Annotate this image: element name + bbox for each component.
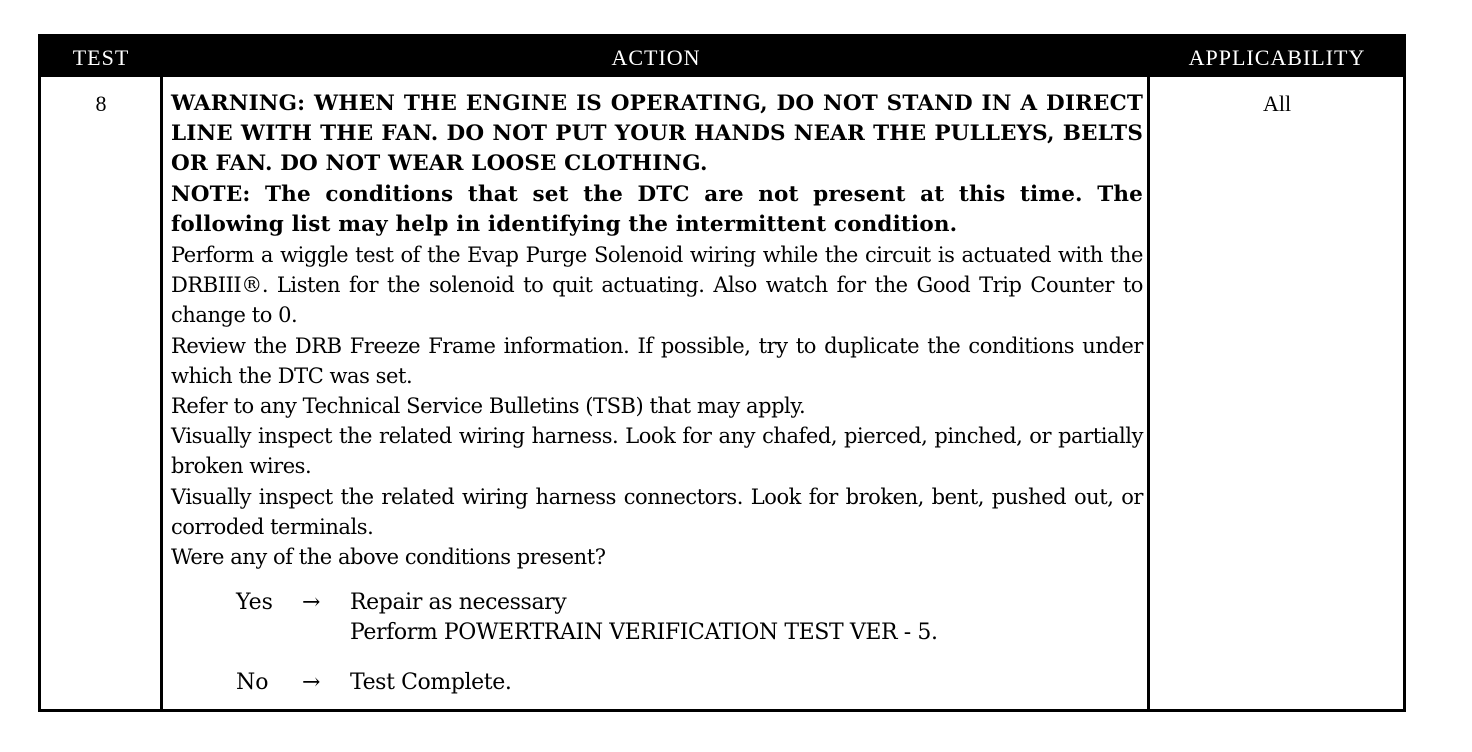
- applicability-value: All: [1262, 91, 1292, 116]
- answer-label-yes: Yes: [236, 590, 273, 615]
- right-arrow-icon: →: [302, 670, 321, 695]
- test-number: 8: [95, 91, 107, 116]
- warning-text: WARNING: WHEN THE ENGINE IS OPERATING, DO NOT STAND IN A DIRECT LINE WITH THE FAN. DO NOT PUT YOUR HANDS NEAR THE PULLEYS, BELTS OR FAN. DO NOT WEAR LOOSE CLOTHING.: [171, 91, 1143, 177]
- step-text: Refer to any Technical Service Bulletins (TSB) that may apply.: [171, 394, 806, 419]
- header-test: TEST: [72, 45, 130, 70]
- table-header: [41, 37, 1403, 77]
- answer-result-line: Perform POWERTRAIN VERIFICATION TEST VER - 5.: [350, 620, 938, 645]
- answer-result-no: [350, 668, 511, 698]
- note-text: NOTE: The conditions that set the DTC are not present at this time. The following list may help in identifying the intermittent condition.: [171, 181, 1143, 237]
- right-arrow-icon: →: [302, 590, 321, 615]
- answer-result-line: Test Complete.: [350, 670, 512, 695]
- answer-result-line: Repair as necessary: [350, 590, 567, 615]
- header-action: ACTION: [611, 45, 701, 70]
- step-text: Visually inspect the related wiring harness. Look for any chafed, pierced, pinched, or partially broken wires.: [171, 424, 1143, 479]
- step-text: Visually inspect the related wiring harness connectors. Look for broken, bent, pushed out, or corroded terminals.: [171, 484, 1143, 539]
- answer-label-no: No: [236, 670, 269, 695]
- header-applicability: APPLICABILITY: [1188, 45, 1366, 70]
- step-text: Review the DRB Freeze Frame information. If possible, try to duplicate the conditions under which the DTC was set.: [171, 333, 1143, 388]
- question-text: Were any of the above conditions present?: [171, 545, 606, 570]
- action-cell: [171, 89, 1143, 572]
- step-text: Perform a wiggle test of the Evap Purge Solenoid wiring while the circuit is actuated with the DRBIII®. Listen for the solenoid to quit actuating. Also watch for the Good Trip Counter to change to 0.: [171, 243, 1143, 328]
- column-divider: [1147, 77, 1150, 709]
- answer-result-yes: [350, 588, 938, 648]
- column-divider: [160, 77, 163, 709]
